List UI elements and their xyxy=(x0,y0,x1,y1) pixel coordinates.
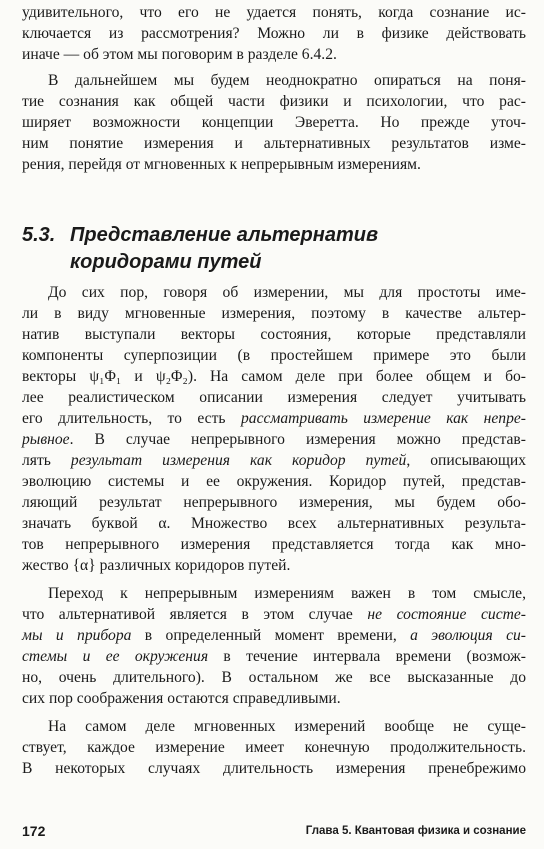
text-line: ним понятие измерения и альтернативных результатов изме- xyxy=(22,135,526,152)
text-line: значать буквой α. Множество всех альтернативных результа- xyxy=(22,515,526,532)
text-line: тов непрерывного измерения представляется тогда как мно- xyxy=(22,536,526,553)
text-line xyxy=(22,430,526,450)
text-line: компоненты суперпозиции (в простейшем примере это были xyxy=(22,347,526,364)
text-line: До сих пор, говоря об измерении, мы для простоты име- xyxy=(48,284,526,301)
text-line: лее реалистическом описании измерения следует учитывать xyxy=(22,389,526,406)
text-line: тие сознания как общей части физики и психологии, что рас- xyxy=(22,93,526,110)
text-line: ли в виду мгновенные измерения, поэтому в качестве альтер- xyxy=(22,305,526,322)
italic-phrase: не состояние систе- xyxy=(367,606,526,623)
text-line xyxy=(22,451,526,471)
text-line xyxy=(22,626,526,646)
section-number: 5.3. xyxy=(22,224,56,246)
text-line xyxy=(22,647,526,667)
section-heading xyxy=(22,222,526,248)
text-line: На самом деле мгновенных измерений вообще не суще- xyxy=(48,718,526,735)
italic-phrase: результат измерения как коридор путей xyxy=(70,452,407,469)
text-line: эволюцию системы и ее окружения. Коридор путей, представ- xyxy=(22,473,526,490)
text-line: В дальнейшем мы будем неоднократно опираться на поня- xyxy=(48,72,526,89)
text-line xyxy=(22,409,526,429)
text-line: удивительного, что его не удается понять, когда сознание ис- xyxy=(22,4,526,21)
text-line: векторы ψ₁Φ₁ и ψ₂Φ₂). На самом деле при более общем и бо- xyxy=(22,368,526,385)
text-line: сих пор соображения остаются справедливыми. xyxy=(22,690,341,707)
text-line xyxy=(22,605,526,625)
text-line: рения, перейдя от мгновенных к непрерывным измерениям. xyxy=(22,156,421,173)
italic-phrase: мы и прибора xyxy=(22,627,132,644)
text-line: ключается из рассмотрения? Можно ли в физике действовать xyxy=(22,25,526,42)
text-run: лять xyxy=(22,452,71,469)
text-run: в определенный момент времени, xyxy=(131,627,411,644)
text-run: в течение интервала времени (возмож- xyxy=(208,648,526,665)
section-title-line2: коридорами путей xyxy=(70,251,262,273)
text-run: , описывающих xyxy=(406,452,527,469)
text-run: . В случае непрерывного измерения можно представ- xyxy=(69,431,526,448)
text-run: его длительность, то есть xyxy=(22,410,241,427)
text-line: иначе — об этом мы поговорим в разделе 6.4.2. xyxy=(22,46,337,63)
running-head: Глава 5. Квантовая физика и сознание xyxy=(305,825,526,837)
italic-phrase: а эволюция си- xyxy=(410,627,526,644)
page-footer xyxy=(22,823,526,843)
text-line: Переход к непрерывным измерениям важен в том смысле, xyxy=(48,585,526,602)
text-line: ширяет возможности концепции Эверетта. Но прежде уточ- xyxy=(22,114,526,131)
text-run: что альтернативой является в этом случае xyxy=(22,606,368,623)
text-line: ствует, каждое измерение имеет конечную продолжительность. xyxy=(22,739,526,756)
text-line: жество {α} различных коридоров путей. xyxy=(22,557,291,574)
italic-phrase: рывное xyxy=(22,431,70,448)
text-line: натив выступали векторы состояния, которые представляли xyxy=(22,326,526,343)
text-line: ляющий результат непрерывного измерения, мы будем обо- xyxy=(22,494,526,511)
text-line: В некоторых случаях длительность измерения пренебрежимо xyxy=(22,760,526,777)
text-line: но, очень длительного). В остальном же все высказанные до xyxy=(22,669,526,686)
page-number: 172 xyxy=(22,823,46,839)
italic-phrase: рассматривать измерение как непре- xyxy=(240,410,527,427)
italic-phrase: стемы и ее окружения xyxy=(22,648,209,665)
section-title-line1: Представление альтернатив xyxy=(70,224,379,246)
